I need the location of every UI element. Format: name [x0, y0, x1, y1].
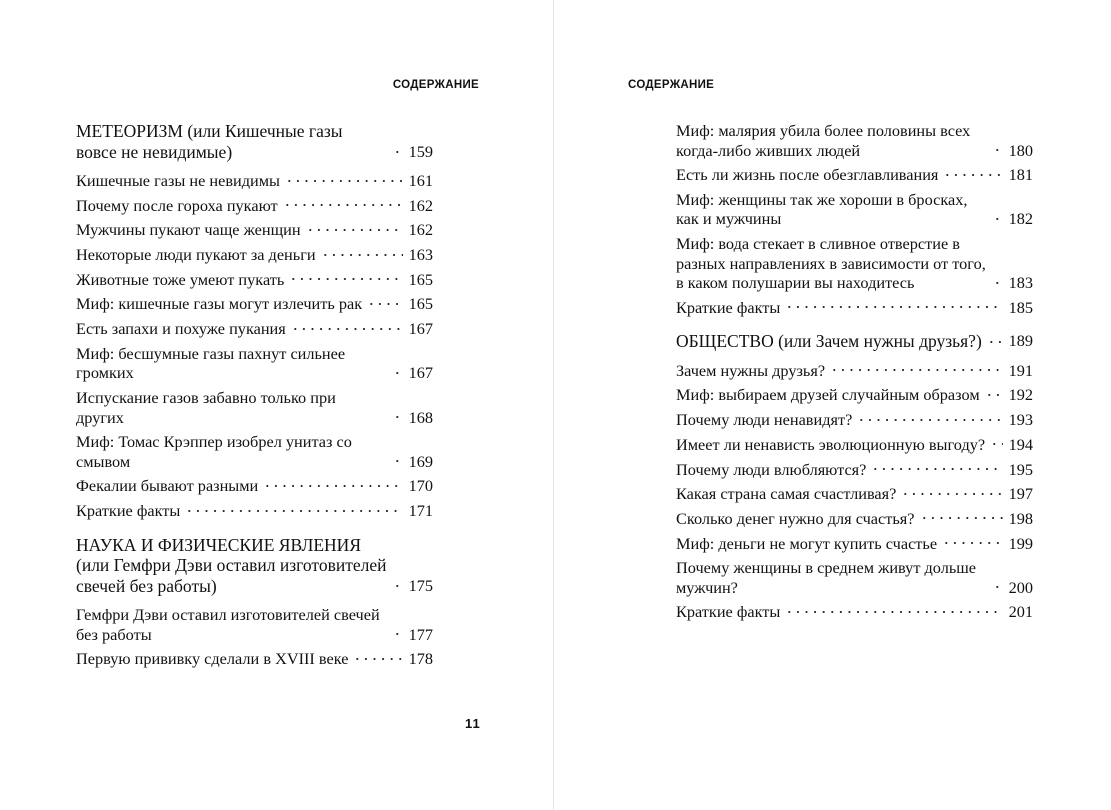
entry-title: Кишечные газы не невидимы	[76, 171, 281, 190]
toc-entry	[676, 385, 1033, 405]
entry-title: Миф: малярия убила более половины всех когда-либо живших людей	[676, 121, 971, 160]
leader-dots	[942, 537, 1003, 549]
entry-page: 195	[1008, 459, 1033, 479]
leader-dots	[993, 213, 1003, 225]
entry-title: ОБЩЕСТВО (или Зачем нужны друзья?)	[676, 331, 982, 352]
entry-title: Почему женщины в среднем живут дольше мужчин?	[676, 558, 977, 597]
toc-entry	[76, 605, 433, 644]
leader-dots	[393, 146, 403, 158]
toc-entry	[76, 294, 433, 314]
toc-entry	[676, 234, 1033, 293]
toc-section	[76, 535, 433, 597]
entry-page: 165	[408, 269, 433, 289]
entry-page: 180	[1008, 140, 1033, 160]
entry-title: Почему люди ненавидят?	[676, 410, 853, 430]
running-head: СОДЕРЖАНИЕ	[392, 79, 479, 91]
entry-page: 161	[408, 171, 433, 190]
entry-title: Миф: бесшумные газы пахнут сильнее громких	[76, 343, 346, 383]
entry-title: Гемфри Дэви оставил изготовителей свечей без работы	[76, 605, 380, 644]
toc-entry	[676, 435, 1033, 455]
entry-title: Миф: Томас Крэппер изобрел унитаз со смывом	[76, 432, 352, 471]
toc-section	[676, 331, 1033, 352]
leader-dots	[283, 199, 403, 211]
leader-dots	[871, 463, 1002, 475]
entry-page: 167	[408, 319, 433, 339]
toc-entry	[676, 602, 1033, 622]
toc-section	[76, 121, 433, 162]
entry-title: Миф: кишечные газы могут излечить рак	[76, 294, 363, 314]
leader-dots	[901, 488, 1002, 500]
entry-page: 182	[1008, 209, 1033, 229]
toc-entry	[76, 319, 433, 339]
entry-title: Краткие факты	[676, 297, 781, 317]
entry-page: 199	[1008, 533, 1033, 553]
toc-entry	[76, 196, 433, 216]
toc-entry	[76, 245, 433, 265]
entry-page: 192	[1008, 385, 1033, 405]
leader-dots	[985, 389, 1003, 401]
entry-title: Есть запахи и похуже пукания	[76, 319, 286, 339]
toc-entry	[676, 558, 1033, 597]
toc-entry	[676, 190, 1033, 229]
entry-page: 198	[1008, 508, 1033, 528]
leader-dots	[393, 367, 403, 379]
leader-dots	[289, 273, 402, 285]
entry-page: 175	[408, 575, 433, 595]
entry-title: Некоторые люди пукают за деньги	[76, 245, 316, 265]
toc-entry	[76, 432, 433, 471]
leader-dots	[830, 364, 1003, 376]
entry-title: Имеет ли ненависть эволюционную выгоду?	[676, 434, 986, 454]
entry-page: 162	[408, 195, 433, 215]
toc-entry	[676, 121, 1033, 160]
entry-title: Миф: выбираем друзей случайным образом	[676, 385, 980, 405]
toc-entry	[76, 171, 433, 191]
toc-list	[676, 121, 1033, 627]
entry-page: 181	[1008, 165, 1033, 185]
entry-title: Испускание газов забавно только при других	[76, 388, 336, 427]
leader-dots	[987, 336, 1003, 348]
entry-page: 200	[1008, 577, 1033, 597]
entry-title: Зачем нужны друзья?	[676, 360, 826, 380]
leader-dots	[285, 175, 403, 187]
toc-entry	[76, 388, 433, 427]
leader-dots	[393, 580, 403, 592]
entry-title: Миф: вода стекает в сливное отверстие в разных направлениях в зависимости от того, в каком полушарии вы находитесь	[676, 234, 986, 293]
leader-dots	[990, 438, 1002, 450]
toc-entry	[76, 220, 433, 240]
leader-dots	[291, 323, 403, 335]
leader-dots	[920, 512, 1003, 524]
entry-page: 159	[408, 141, 433, 161]
leader-dots	[393, 628, 403, 640]
leader-dots	[393, 455, 403, 467]
entry-page: 185	[1008, 297, 1033, 317]
entry-page: 168	[408, 407, 433, 427]
leader-dots	[993, 581, 1003, 593]
toc-entry	[676, 460, 1033, 480]
toc-entry	[676, 361, 1033, 381]
toc-entry	[676, 484, 1033, 504]
toc-entry	[76, 501, 433, 521]
leader-dots	[993, 144, 1003, 156]
leader-dots	[393, 411, 403, 423]
leader-dots	[306, 224, 403, 236]
leader-dots	[785, 606, 1002, 618]
entry-title: Краткие факты	[76, 501, 181, 521]
running-head: СОДЕРЖАНИЕ	[628, 79, 715, 91]
entry-page: 171	[408, 501, 433, 521]
entry-title: Миф: деньги не могут купить счастье	[676, 533, 938, 553]
leader-dots	[321, 249, 403, 261]
entry-title: Сколько денег нужно для счастья?	[676, 508, 915, 528]
entry-title: Первую прививку сделали в XVIII веке	[76, 649, 349, 669]
left-page	[0, 0, 553, 810]
leader-dots	[263, 480, 402, 492]
entry-page: 165	[408, 294, 433, 314]
toc-entry	[76, 649, 433, 669]
toc-entry	[676, 534, 1033, 554]
leader-dots	[943, 169, 1002, 181]
toc-entry	[76, 476, 433, 496]
toc-entry	[76, 270, 433, 290]
leader-dots	[993, 277, 1003, 289]
entry-title: Есть ли жизнь после обезглавливания	[676, 165, 939, 185]
entry-page: 189	[1008, 331, 1033, 351]
entry-page: 177	[408, 624, 433, 644]
entry-title: Мужчины пукают чаще женщин	[76, 220, 301, 240]
entry-page: 163	[408, 245, 433, 265]
entry-page: 193	[1008, 410, 1033, 430]
toc-entry	[676, 298, 1033, 318]
entry-title: Фекалии бывают разными	[76, 476, 259, 496]
page-number: 11	[465, 716, 481, 731]
entry-page: 197	[1008, 484, 1033, 504]
leader-dots	[785, 301, 1002, 313]
entry-title: НАУКА И ФИЗИЧЕСКИЕ ЯВЛЕНИЯ (или Гемфри Дэви оставил изготовителей свечей без работы)	[76, 534, 387, 596]
leader-dots	[353, 653, 402, 665]
entry-page: 194	[1008, 434, 1033, 454]
entry-page: 178	[408, 649, 433, 669]
entry-page: 170	[408, 476, 433, 496]
entry-page: 167	[408, 363, 433, 383]
entry-title: Краткие факты	[676, 602, 781, 622]
entry-page: 201	[1008, 602, 1033, 622]
leader-dots	[367, 298, 402, 310]
entry-title: Миф: женщины так же хороши в бросках, как и мужчины	[676, 189, 968, 229]
toc-entry	[676, 410, 1033, 430]
entry-page: 169	[408, 451, 433, 471]
entry-page: 183	[1008, 273, 1033, 293]
entry-title: Почему после гороха пукают	[76, 195, 278, 215]
toc-entry	[676, 509, 1033, 529]
right-page	[554, 0, 1111, 810]
leader-dots	[857, 414, 1002, 426]
entry-page: 191	[1008, 360, 1033, 380]
leader-dots	[185, 505, 402, 517]
entry-title: Почему люди влюбляются?	[676, 459, 867, 479]
entry-title: МЕТЕОРИЗМ (или Кишечные газы вовсе не невидимые)	[76, 121, 343, 162]
entry-title: Какая страна самая счастливая?	[676, 484, 897, 504]
entry-title: Животные тоже умеют пукать	[76, 269, 285, 289]
toc-entry	[76, 344, 433, 383]
entry-page: 162	[408, 220, 433, 240]
toc-list	[76, 121, 433, 674]
toc-entry	[676, 165, 1033, 185]
